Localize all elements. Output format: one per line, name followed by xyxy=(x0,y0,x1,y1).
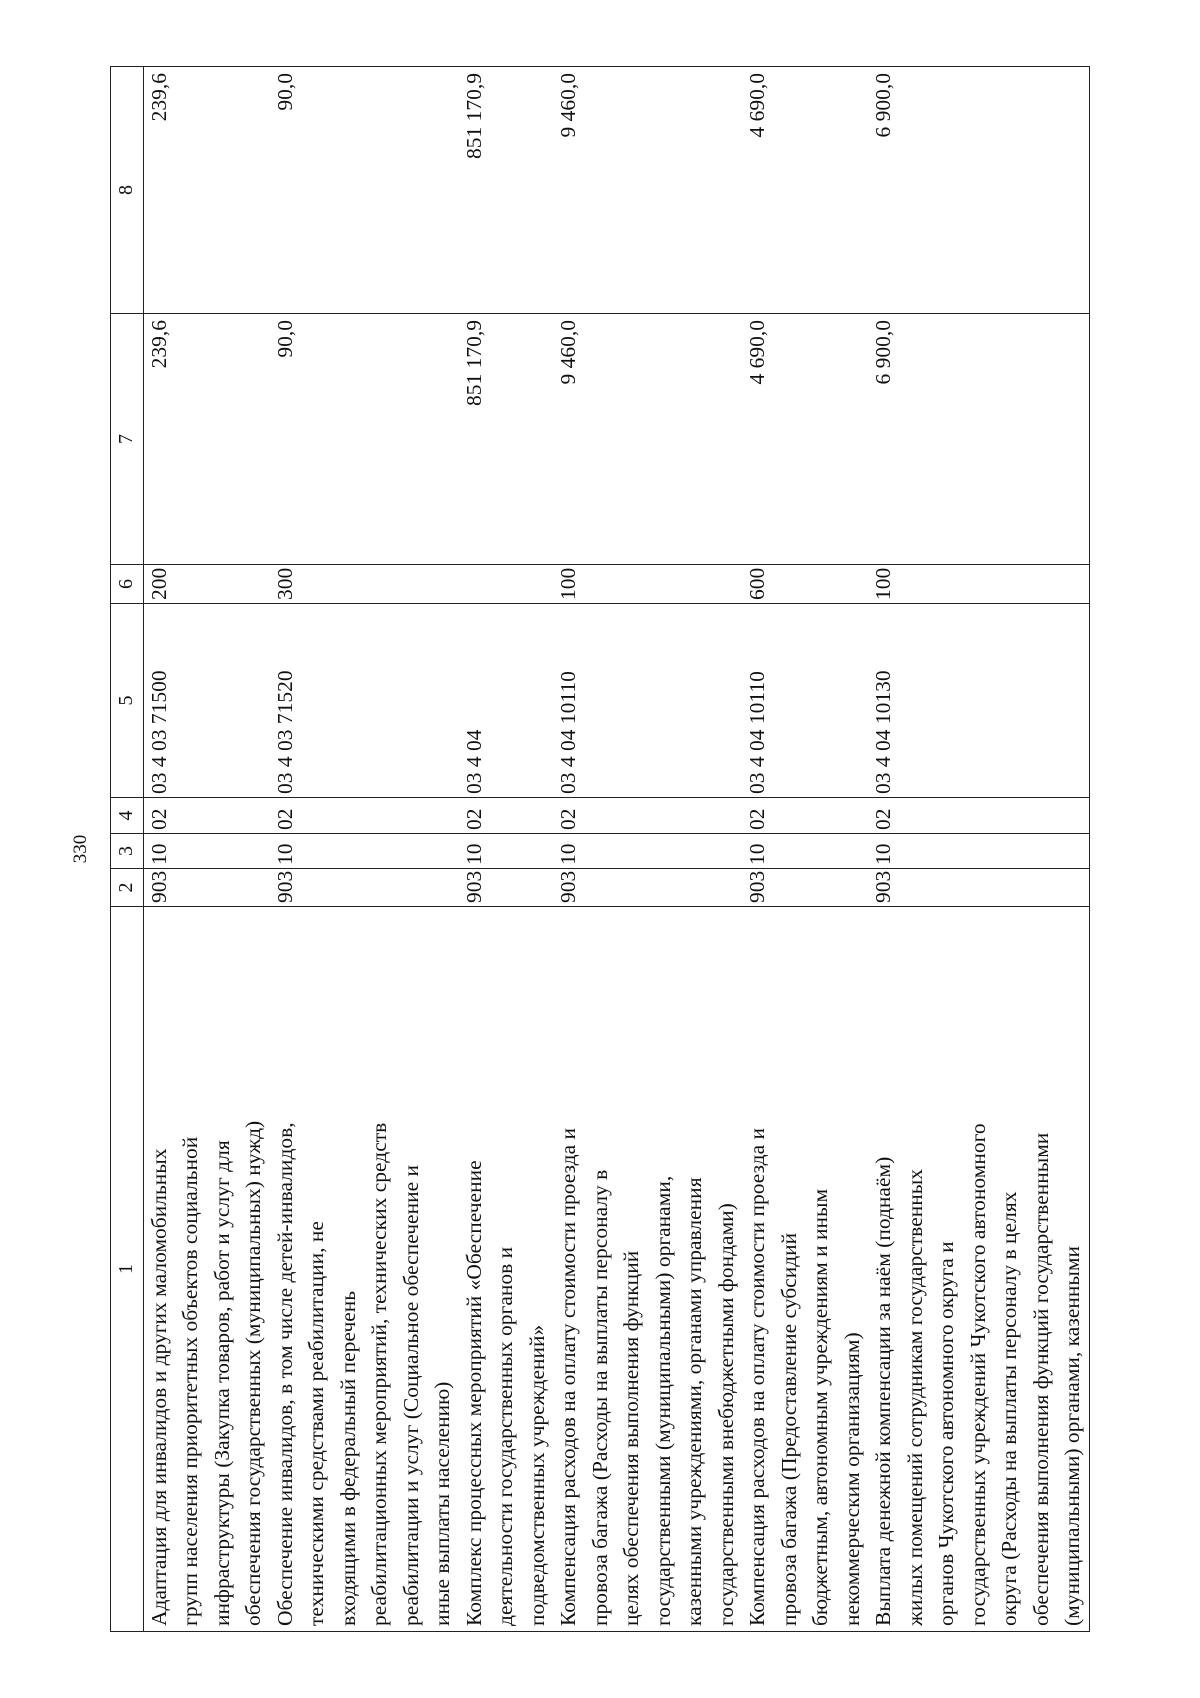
expense-name-line: государственными внебюджетными фондами) xyxy=(713,1203,738,1626)
amount-cell: 4 690,0 xyxy=(742,67,868,314)
expense-name-line: округа (Расходы на выплаты персоналу в целях xyxy=(997,1191,1021,1626)
subsection-code-cell: 02 xyxy=(270,798,459,834)
column-header: 7 xyxy=(111,314,144,565)
expense-name-cell xyxy=(143,907,270,1632)
expense-name-line: входящими в федеральный перечень xyxy=(335,1290,360,1626)
expense-name-cell xyxy=(553,907,742,1632)
amount-cell: 851 170,9 xyxy=(459,67,554,314)
admin-code-cell: 903 xyxy=(270,869,459,907)
page-number: 330 xyxy=(70,834,91,864)
expense-name-line: жилых помещений сотрудникам государственных xyxy=(902,1169,927,1626)
section-code-cell: 10 xyxy=(270,834,459,869)
expense-name-cell xyxy=(270,907,459,1632)
table-row xyxy=(270,67,459,1632)
expense-name-line: органов Чукотского автономного округа и xyxy=(934,1241,958,1626)
table-body xyxy=(143,67,1089,1632)
expense-name-line: иные выплаты населению) xyxy=(430,1381,454,1626)
expense-name-cell xyxy=(868,907,1089,1632)
section-code-cell: 10 xyxy=(143,834,270,869)
amount-cell: 239,6 xyxy=(143,67,270,314)
target-article-cell: 03 4 04 xyxy=(459,604,554,798)
expense-name-line: Обеспечение инвалидов, в том числе детей-инвалидов, xyxy=(272,1122,297,1626)
amount-cell: 90,0 xyxy=(270,314,459,565)
expense-name-line: обеспечения государственных (муниципальных) нужд) xyxy=(241,1120,265,1626)
subsection-code-cell: 02 xyxy=(868,798,1089,834)
column-header: 2 xyxy=(111,869,144,907)
expense-name-line: обеспечения выполнения функций государственными xyxy=(1028,1132,1053,1626)
expense-name-line: групп населения приоритетных объектов социальной xyxy=(178,1136,202,1626)
amount-cell: 9 460,0 xyxy=(553,314,742,565)
amount-cell: 4 690,0 xyxy=(742,314,868,565)
expense-type-cell: 100 xyxy=(553,565,742,604)
expense-type-cell: 100 xyxy=(868,565,1089,604)
section-code-cell: 10 xyxy=(742,834,868,869)
admin-code-cell: 903 xyxy=(742,869,868,907)
subsection-code-cell: 02 xyxy=(459,798,554,834)
amount-cell: 9 460,0 xyxy=(553,67,742,314)
expense-name-line: реабилитации и услуг (Социальное обеспечение и xyxy=(398,1164,423,1626)
expense-name-line: техническими средствами реабилитации, не xyxy=(304,1221,328,1626)
admin-code-cell: 903 xyxy=(143,869,270,907)
expense-name-line: подведомственных учреждений» xyxy=(524,1324,549,1626)
column-header: 5 xyxy=(111,604,144,798)
expense-name-line: Компенсация расходов на оплату стоимости проезда и xyxy=(745,1127,769,1626)
target-article-cell: 03 4 04 10110 xyxy=(742,604,868,798)
admin-code-cell: 903 xyxy=(459,869,554,907)
expense-name-line: провоза багажа (Расходы на выплаты персоналу в xyxy=(587,1169,612,1626)
subsection-code-cell: 02 xyxy=(742,798,868,834)
table-row xyxy=(553,67,742,1632)
target-article-cell: 03 4 03 71520 xyxy=(270,604,459,798)
amount-cell: 239,6 xyxy=(143,314,270,565)
section-code-cell: 10 xyxy=(459,834,554,869)
column-number-row xyxy=(111,67,144,1632)
amount-cell: 90,0 xyxy=(270,67,459,314)
expense-name-line: реабилитационных мероприятий, технических средств xyxy=(367,1122,391,1626)
subsection-code-cell: 02 xyxy=(143,798,270,834)
admin-code-cell: 903 xyxy=(868,869,1089,907)
expense-name-line: Выплата денежной компенсации за наём (поднаём) xyxy=(871,1156,895,1626)
expense-name-cell xyxy=(459,907,554,1632)
amount-cell: 851 170,9 xyxy=(459,314,554,565)
expense-name-line: целях обеспечения выполнения функций xyxy=(619,1250,643,1626)
target-article-cell: 03 4 04 10110 xyxy=(553,604,742,798)
expense-name-line: государственными (муниципальными) органами, xyxy=(650,1175,675,1626)
column-header: 6 xyxy=(111,565,144,604)
column-header: 3 xyxy=(111,834,144,869)
expense-name-line: инфраструктуры (Закупка товаров, работ и услуг для xyxy=(209,1140,234,1626)
admin-code-cell: 903 xyxy=(553,869,742,907)
budget-table xyxy=(110,66,1090,1632)
expense-name-line: провоза багажа (Предоставление субсидий xyxy=(776,1232,801,1626)
table-row xyxy=(143,67,270,1632)
expense-name-line: деятельности государственных органов и xyxy=(493,1246,517,1626)
table-row xyxy=(742,67,868,1632)
amount-cell: 6 900,0 xyxy=(868,314,1089,565)
expense-type-cell: 300 xyxy=(270,565,459,604)
target-article-cell: 03 4 03 71500 xyxy=(143,604,270,798)
table-row xyxy=(459,67,554,1632)
expense-name-line: государственных учреждений Чукотского автономного xyxy=(965,1123,990,1626)
expense-name-line: Адаптация для инвалидов и других маломобильных xyxy=(146,1148,171,1626)
column-header: 4 xyxy=(111,798,144,834)
table-row xyxy=(868,67,1089,1632)
column-header: 8 xyxy=(111,67,144,314)
expense-type-cell: 600 xyxy=(742,565,868,604)
column-header: 1 xyxy=(111,907,144,1632)
expense-name-line: Комплекс процессных мероприятий «Обеспечение xyxy=(461,1160,486,1626)
amount-cell: 6 900,0 xyxy=(868,67,1089,314)
target-article-cell: 03 4 04 10130 xyxy=(868,604,1089,798)
expense-name-line: некоммерческим организациям) xyxy=(839,1332,864,1626)
section-code-cell: 10 xyxy=(868,834,1089,869)
expense-name-cell xyxy=(742,907,868,1632)
expense-type-cell xyxy=(459,565,554,604)
expense-name-line: (муниципальными) органами, казенными xyxy=(1060,1246,1084,1626)
expense-name-line: Компенсация расходов на оплату стоимости проезда и xyxy=(556,1127,580,1626)
subsection-code-cell: 02 xyxy=(553,798,742,834)
expense-type-cell: 200 xyxy=(143,565,270,604)
expense-name-line: бюджетным, автономным учреждениям и иным xyxy=(808,1188,832,1626)
expense-name-line: казенными учреждениями, органами управления xyxy=(682,1177,706,1626)
section-code-cell: 10 xyxy=(553,834,742,869)
